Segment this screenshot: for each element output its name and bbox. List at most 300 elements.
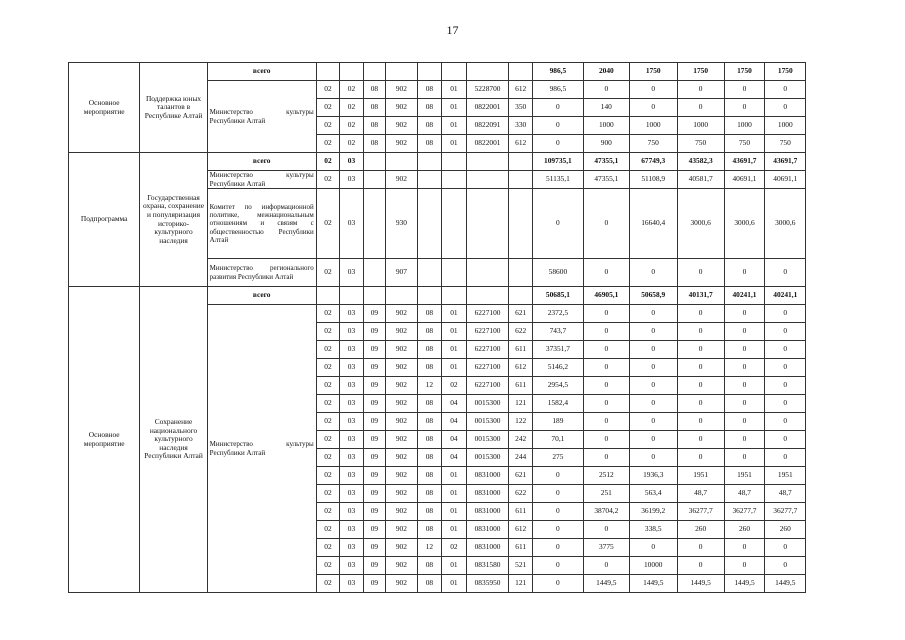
- table-cell: 16640,4: [629, 189, 677, 259]
- table-cell: 09: [363, 359, 385, 377]
- table-cell: 1951: [677, 467, 724, 485]
- table-cell: 0: [583, 189, 629, 259]
- table-cell: 750: [629, 135, 677, 153]
- table-cell: 902: [386, 341, 418, 359]
- table-cell: 02: [316, 449, 339, 467]
- table-cell: 09: [363, 413, 385, 431]
- program-type: Подпрограмма: [69, 153, 140, 287]
- table-cell: 02: [316, 467, 339, 485]
- table-cell: 01: [442, 557, 466, 575]
- table-cell: 70,1: [532, 431, 583, 449]
- table-cell: 01: [442, 135, 466, 153]
- table-cell: 03: [340, 575, 363, 593]
- table-cell: 08: [417, 431, 441, 449]
- table-cell: 02: [316, 485, 339, 503]
- table-cell: 0822091: [466, 117, 509, 135]
- table-cell: 02: [316, 81, 339, 99]
- total-value: 1750: [629, 63, 677, 81]
- table-cell: 986,5: [532, 81, 583, 99]
- table-cell: 1449,5: [583, 575, 629, 593]
- table-cell: 03: [340, 323, 363, 341]
- table-cell: 12: [417, 377, 441, 395]
- table-cell: 08: [417, 449, 441, 467]
- table-cell: 0: [583, 521, 629, 539]
- table-cell: 03: [340, 189, 363, 259]
- table-cell: 1582,4: [532, 395, 583, 413]
- table-cell: 6227100: [466, 341, 509, 359]
- table-cell: 189: [532, 413, 583, 431]
- table-cell: 902: [386, 377, 418, 395]
- table-cell: [442, 171, 466, 189]
- table-cell: 02: [316, 117, 339, 135]
- table-cell: 01: [442, 305, 466, 323]
- table-cell: 01: [442, 117, 466, 135]
- empty-cell: [442, 63, 466, 81]
- table-cell: 902: [386, 81, 418, 99]
- empty-cell: [442, 287, 466, 305]
- table-cell: 08: [417, 413, 441, 431]
- table-cell: 611: [509, 539, 532, 557]
- program-name: Государственная охрана, сохранение и популяризация историко-культурного наследия: [140, 153, 207, 287]
- table-cell: [466, 171, 509, 189]
- table-cell: 0: [629, 359, 677, 377]
- table-cell: 0: [724, 305, 765, 323]
- table-cell: 02: [316, 377, 339, 395]
- table-cell: 02: [340, 81, 363, 99]
- table-cell: 02: [316, 539, 339, 557]
- table-cell: 1000: [724, 117, 765, 135]
- table-cell: 907: [386, 259, 418, 287]
- program-type: Основное мероприятие: [69, 63, 140, 153]
- table-cell: 36199,2: [629, 503, 677, 521]
- total-value: 40241,1: [724, 287, 765, 305]
- table-cell: 08: [417, 135, 441, 153]
- table-cell: 0: [629, 413, 677, 431]
- table-cell: 260: [765, 521, 806, 539]
- empty-cell: [316, 63, 339, 81]
- table-cell: 0: [532, 99, 583, 117]
- table-cell: 0: [765, 341, 806, 359]
- table-cell: 10000: [629, 557, 677, 575]
- table-cell: 611: [509, 503, 532, 521]
- table-cell: 08: [417, 557, 441, 575]
- table-cell: 6227100: [466, 305, 509, 323]
- table-cell: 02: [316, 359, 339, 377]
- table-cell: 1936,3: [629, 467, 677, 485]
- table-cell: 260: [677, 521, 724, 539]
- table-cell: 902: [386, 323, 418, 341]
- table-cell: 0: [583, 359, 629, 377]
- table-cell: 03: [340, 557, 363, 575]
- empty-cell: [466, 287, 509, 305]
- empty-cell: [316, 287, 339, 305]
- table-cell: 02: [316, 413, 339, 431]
- executor-name: Министерство культуры Республики Алтай: [207, 81, 316, 153]
- table-cell: 08: [417, 485, 441, 503]
- table-cell: 0: [677, 431, 724, 449]
- table-cell: [363, 171, 385, 189]
- table-cell: 0: [629, 305, 677, 323]
- table-cell: 0: [583, 431, 629, 449]
- table-cell: 0: [583, 395, 629, 413]
- empty-cell: [509, 63, 532, 81]
- total-value: 43691,7: [724, 153, 765, 171]
- table-cell: 0: [629, 323, 677, 341]
- executor-name: Комитет по информационной политике, межнациональным отношениям и связям с общественностью Республики Алтай: [207, 189, 316, 259]
- table-cell: 902: [386, 557, 418, 575]
- table-cell: [363, 189, 385, 259]
- table-cell: 275: [532, 449, 583, 467]
- table-cell: 611: [509, 377, 532, 395]
- table-cell: 48,7: [724, 485, 765, 503]
- table-cell: 902: [386, 171, 418, 189]
- total-value: 40241,1: [765, 287, 806, 305]
- table-cell: 0: [765, 81, 806, 99]
- table-cell: 0831580: [466, 557, 509, 575]
- empty-cell: [363, 153, 385, 171]
- table-cell: 612: [509, 521, 532, 539]
- table-cell: 0: [629, 341, 677, 359]
- table-cell: 04: [442, 413, 466, 431]
- table-cell: 0: [724, 395, 765, 413]
- table-cell: 902: [386, 539, 418, 557]
- table-cell: 563,4: [629, 485, 677, 503]
- table-cell: 750: [724, 135, 765, 153]
- table-cell: 01: [442, 521, 466, 539]
- table-cell: 09: [363, 395, 385, 413]
- table-cell: [417, 189, 441, 259]
- table-cell: 09: [363, 485, 385, 503]
- table-cell: 03: [340, 449, 363, 467]
- table-cell: 09: [363, 521, 385, 539]
- table-cell: 0: [677, 377, 724, 395]
- table-cell: 0822001: [466, 99, 509, 117]
- table-cell: 244: [509, 449, 532, 467]
- table-cell: 02: [316, 135, 339, 153]
- table-cell: 37351,7: [532, 341, 583, 359]
- table-cell: 08: [417, 117, 441, 135]
- table-cell: 0: [677, 395, 724, 413]
- table-cell: 350: [509, 99, 532, 117]
- empty-cell: [509, 153, 532, 171]
- table-cell: 0: [629, 81, 677, 99]
- table-cell: 02: [316, 395, 339, 413]
- table-cell: 902: [386, 135, 418, 153]
- table-cell: 1000: [583, 117, 629, 135]
- table-cell: 03: [340, 521, 363, 539]
- empty-cell: [417, 153, 441, 171]
- table-cell: [466, 189, 509, 259]
- table-cell: 2512: [583, 467, 629, 485]
- empty-cell: [442, 153, 466, 171]
- table-cell: 09: [363, 449, 385, 467]
- table-cell: 1000: [765, 117, 806, 135]
- table-cell: 0: [724, 259, 765, 287]
- table-cell: 0: [583, 341, 629, 359]
- table-cell: 03: [340, 305, 363, 323]
- table-cell: 51108,9: [629, 171, 677, 189]
- table-cell: 2954,5: [532, 377, 583, 395]
- table-cell: 902: [386, 117, 418, 135]
- table-cell: 902: [386, 521, 418, 539]
- table-cell: 750: [677, 135, 724, 153]
- table-cell: 0831000: [466, 467, 509, 485]
- table-cell: 01: [442, 81, 466, 99]
- table-cell: 04: [442, 431, 466, 449]
- section-total-row: [69, 63, 845, 81]
- total-value: 986,5: [532, 63, 583, 81]
- empty-cell: [386, 63, 418, 81]
- table-cell: 02: [316, 189, 339, 259]
- table-cell: 08: [417, 99, 441, 117]
- table-cell: 08: [363, 135, 385, 153]
- table-cell: 02: [316, 99, 339, 117]
- table-cell: 01: [442, 323, 466, 341]
- table-cell: 09: [363, 467, 385, 485]
- empty-cell: [386, 287, 418, 305]
- table-cell: 0: [629, 99, 677, 117]
- total-value: 1750: [677, 63, 724, 81]
- table-cell: 08: [363, 117, 385, 135]
- total-value: 43582,3: [677, 153, 724, 171]
- total-value: 1750: [765, 63, 806, 81]
- table-cell: 36277,7: [765, 503, 806, 521]
- total-value: 2040: [583, 63, 629, 81]
- table-cell: 0: [583, 413, 629, 431]
- empty-cell: [466, 153, 509, 171]
- table-cell: 03: [340, 359, 363, 377]
- table-cell: 40581,7: [677, 171, 724, 189]
- table-cell: 902: [386, 467, 418, 485]
- section-total-row: [69, 287, 845, 305]
- empty-cell: [363, 63, 385, 81]
- table-cell: 0: [724, 539, 765, 557]
- table-cell: 0: [677, 323, 724, 341]
- table-cell: 40691,1: [724, 171, 765, 189]
- table-cell: 48,7: [765, 485, 806, 503]
- total-value: 50685,1: [532, 287, 583, 305]
- table-cell: 2372,5: [532, 305, 583, 323]
- table-cell: 0: [724, 449, 765, 467]
- table-cell: 08: [417, 359, 441, 377]
- table-cell: 0831000: [466, 521, 509, 539]
- table-cell: 12: [417, 539, 441, 557]
- table-cell: 612: [509, 135, 532, 153]
- table-cell: 612: [509, 359, 532, 377]
- table-cell: [509, 171, 532, 189]
- table-cell: 0: [724, 413, 765, 431]
- table-cell: 0: [532, 503, 583, 521]
- table-cell: 03: [340, 171, 363, 189]
- table-cell: 0: [629, 395, 677, 413]
- table-cell: 611: [509, 341, 532, 359]
- table-cell: 0831000: [466, 485, 509, 503]
- table-cell: 03: [340, 467, 363, 485]
- table-cell: 08: [417, 323, 441, 341]
- table-cell: 0: [765, 557, 806, 575]
- table-cell: 621: [509, 305, 532, 323]
- table-cell: 621: [509, 467, 532, 485]
- total-value: 1750: [724, 63, 765, 81]
- table-cell: 0: [765, 539, 806, 557]
- table-cell: 0: [765, 305, 806, 323]
- table-cell: 0831000: [466, 539, 509, 557]
- table-cell: 38704,2: [583, 503, 629, 521]
- table-cell: 900: [583, 135, 629, 153]
- table-cell: 0: [532, 575, 583, 593]
- table-cell: 02: [316, 171, 339, 189]
- table-cell: 0: [532, 117, 583, 135]
- table-cell: 01: [442, 485, 466, 503]
- table-cell: 3775: [583, 539, 629, 557]
- table-cell: 902: [386, 485, 418, 503]
- table-cell: 1951: [765, 467, 806, 485]
- table-cell: 0: [583, 81, 629, 99]
- table-cell: 01: [442, 341, 466, 359]
- table-cell: 0: [532, 485, 583, 503]
- table-cell: 1000: [629, 117, 677, 135]
- table-cell: 121: [509, 575, 532, 593]
- table-cell: 0: [532, 557, 583, 575]
- table-cell: 01: [442, 503, 466, 521]
- table-cell: [417, 171, 441, 189]
- code-cell: 03: [340, 153, 363, 171]
- empty-cell: [386, 153, 418, 171]
- table-cell: 0: [629, 539, 677, 557]
- table-cell: 09: [363, 341, 385, 359]
- table-cell: 0: [677, 539, 724, 557]
- total-value: 50658,9: [629, 287, 677, 305]
- table-cell: 0: [583, 323, 629, 341]
- table-cell: 743,7: [532, 323, 583, 341]
- table-cell: 09: [363, 377, 385, 395]
- table-cell: 03: [340, 431, 363, 449]
- table-cell: 5228700: [466, 81, 509, 99]
- table-cell: 02: [316, 431, 339, 449]
- table-cell: 03: [340, 259, 363, 287]
- table-cell: 0: [677, 81, 724, 99]
- table-cell: 01: [442, 575, 466, 593]
- table-cell: 260: [724, 521, 765, 539]
- table-cell: 0: [677, 305, 724, 323]
- table-cell: 0: [765, 449, 806, 467]
- table-cell: 09: [363, 305, 385, 323]
- table-cell: 03: [340, 539, 363, 557]
- table-cell: 0: [765, 323, 806, 341]
- table-cell: 09: [363, 557, 385, 575]
- total-label: всего: [207, 153, 316, 171]
- table-cell: 1951: [724, 467, 765, 485]
- table-cell: 0: [532, 521, 583, 539]
- executor-name: Министерство культуры Республики Алтай: [207, 171, 316, 189]
- table-cell: 03: [340, 503, 363, 521]
- table-cell: 121: [509, 395, 532, 413]
- table-cell: 902: [386, 305, 418, 323]
- table-cell: 08: [417, 521, 441, 539]
- table-cell: 3000,6: [724, 189, 765, 259]
- table-cell: 09: [363, 575, 385, 593]
- table-cell: 521: [509, 557, 532, 575]
- table-cell: 0: [629, 259, 677, 287]
- table-cell: 6227100: [466, 359, 509, 377]
- table-cell: 08: [363, 99, 385, 117]
- table-cell: 08: [417, 575, 441, 593]
- table-cell: 0015300: [466, 431, 509, 449]
- table-cell: 0: [724, 359, 765, 377]
- empty-cell: [417, 63, 441, 81]
- section-total-row: [69, 153, 845, 171]
- table-cell: 03: [340, 413, 363, 431]
- table-cell: 02: [316, 503, 339, 521]
- table-cell: 0: [677, 341, 724, 359]
- total-value: 46905,1: [583, 287, 629, 305]
- table-cell: 02: [316, 521, 339, 539]
- table-cell: 0: [765, 395, 806, 413]
- table-cell: 02: [316, 575, 339, 593]
- table-cell: 242: [509, 431, 532, 449]
- table-cell: 0: [765, 99, 806, 117]
- table-cell: 03: [340, 377, 363, 395]
- total-value: 40131,7: [677, 287, 724, 305]
- empty-cell: [340, 287, 363, 305]
- table-cell: 1449,5: [677, 575, 724, 593]
- table-cell: [417, 259, 441, 287]
- table-cell: 09: [363, 503, 385, 521]
- table-cell: 0015300: [466, 449, 509, 467]
- table-cell: 08: [417, 305, 441, 323]
- table-cell: 0: [677, 99, 724, 117]
- table-cell: 02: [316, 259, 339, 287]
- table-cell: [466, 259, 509, 287]
- table-cell: 902: [386, 395, 418, 413]
- total-label: всего: [207, 63, 316, 81]
- table-cell: 6227100: [466, 377, 509, 395]
- empty-cell: [466, 63, 509, 81]
- table-cell: 0: [724, 377, 765, 395]
- table-cell: 09: [363, 323, 385, 341]
- table-cell: 902: [386, 431, 418, 449]
- table-cell: 36277,7: [724, 503, 765, 521]
- table-cell: 58600: [532, 259, 583, 287]
- table-cell: 0: [677, 359, 724, 377]
- table-cell: 0: [765, 431, 806, 449]
- empty-cell: [363, 287, 385, 305]
- table-cell: 0: [724, 81, 765, 99]
- budget-table: [68, 62, 845, 593]
- table-cell: 0: [583, 449, 629, 467]
- table-cell: [442, 189, 466, 259]
- table-cell: 03: [340, 341, 363, 359]
- table-cell: 02: [340, 117, 363, 135]
- table-cell: 0: [532, 539, 583, 557]
- table-cell: 03: [340, 485, 363, 503]
- table-cell: 5146,2: [532, 359, 583, 377]
- table-cell: 330: [509, 117, 532, 135]
- table-cell: 08: [417, 395, 441, 413]
- table-cell: 622: [509, 323, 532, 341]
- table-cell: 0831000: [466, 503, 509, 521]
- total-value: 47355,1: [583, 153, 629, 171]
- table-cell: 0: [724, 341, 765, 359]
- table-cell: 0: [765, 413, 806, 431]
- table-cell: 36277,7: [677, 503, 724, 521]
- table-cell: 0: [724, 431, 765, 449]
- table-cell: 1000: [677, 117, 724, 135]
- table-cell: 0: [532, 189, 583, 259]
- table-cell: 51135,1: [532, 171, 583, 189]
- executor-name: Министерство регионального развития Республики Алтай: [207, 259, 316, 287]
- table-cell: 0: [583, 305, 629, 323]
